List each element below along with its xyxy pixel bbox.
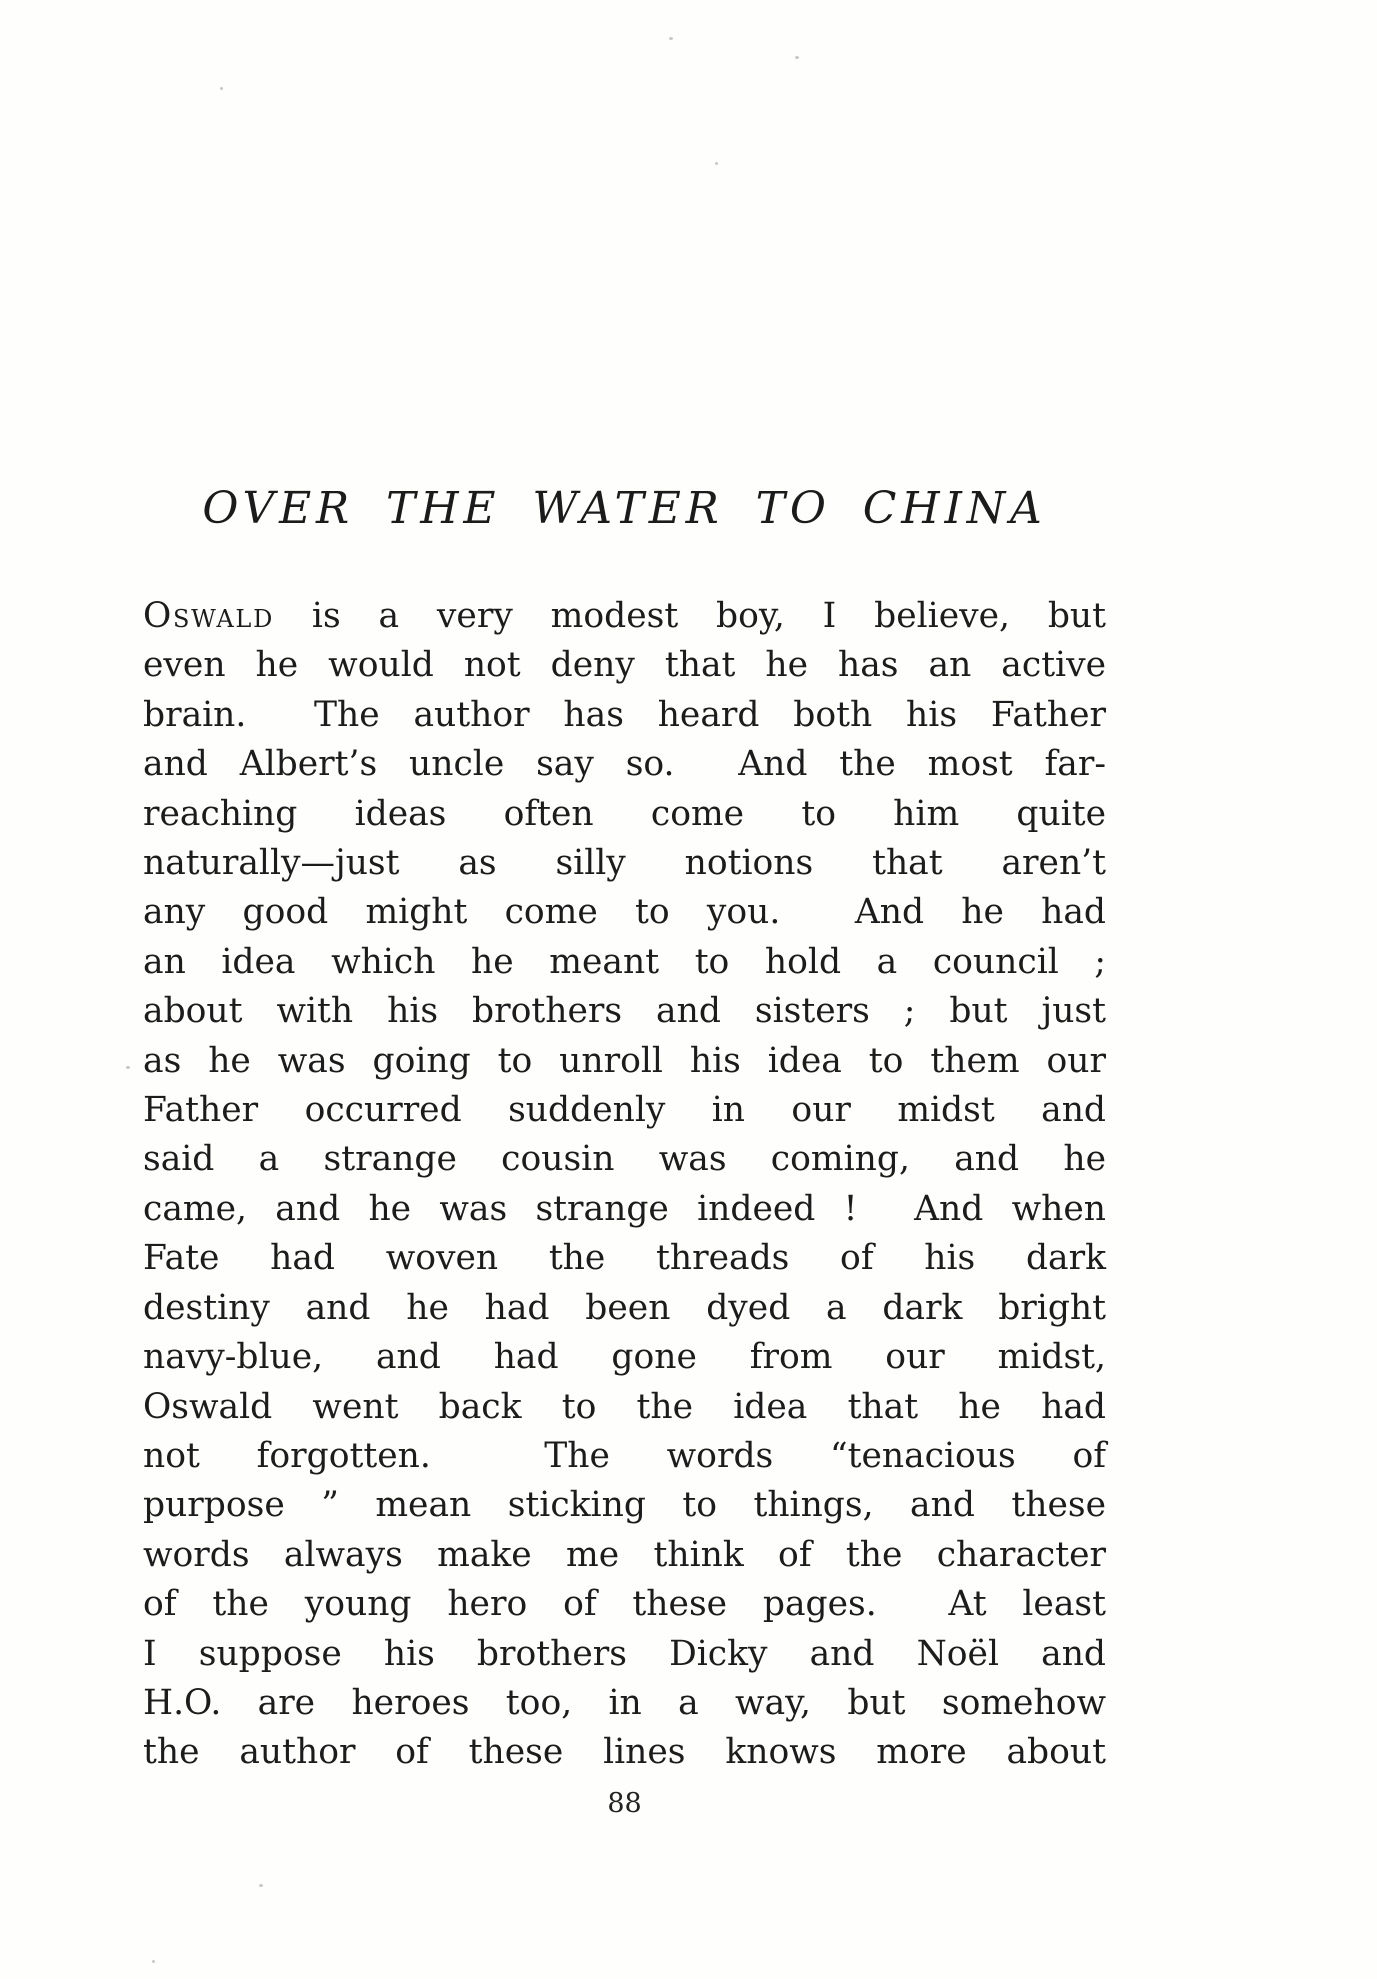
scan-speck bbox=[220, 87, 223, 90]
text-line: H.O. are heroes too, in a way, but somehow bbox=[143, 1682, 1106, 1723]
text-line: came, and he was strange indeed ! And when bbox=[143, 1188, 1106, 1229]
text-line: brain. The author has heard both his Father bbox=[143, 694, 1106, 735]
text-line: any good might come to you. And he had bbox=[143, 892, 1106, 933]
text-line: and Albert’s uncle say so. And the most far- bbox=[143, 744, 1106, 785]
text-line: the author of these lines knows more about bbox=[143, 1732, 1106, 1773]
text-line: I suppose his brothers Dicky and Noël and bbox=[143, 1633, 1106, 1674]
text-line: destiny and he had been dyed a dark bright bbox=[143, 1287, 1106, 1328]
text-line: Fate had woven the threads of his dark bbox=[143, 1238, 1106, 1279]
page-number: 88 bbox=[607, 1788, 642, 1819]
text-line: words always make me think of the character bbox=[143, 1534, 1106, 1575]
text-line: of the young hero of these pages. At least bbox=[143, 1584, 1106, 1625]
scan-speck bbox=[795, 56, 799, 59]
lead-word-small-caps: Oswald bbox=[143, 596, 275, 636]
text-line: not forgotten. The words “tenacious of bbox=[143, 1435, 1106, 1476]
scan-speck bbox=[152, 1960, 155, 1963]
scan-speck bbox=[669, 37, 673, 40]
scan-speck bbox=[715, 162, 718, 165]
text-line: reaching ideas often come to him quite bbox=[143, 793, 1106, 834]
text-line: an idea which he meant to hold a council ; bbox=[143, 941, 1106, 982]
text-line: about with his brothers and sisters ; but just bbox=[143, 991, 1106, 1032]
text-line: navy-blue, and had gone from our midst, bbox=[143, 1337, 1106, 1378]
text-line: even he would not deny that he has an active bbox=[143, 645, 1106, 686]
text-line: purpose ” mean sticking to things, and these bbox=[143, 1485, 1106, 1526]
scan-speck bbox=[126, 1066, 130, 1069]
text-line: Father occurred suddenly in our midst and bbox=[143, 1090, 1106, 1131]
chapter-title: OVER THE WATER TO CHINA bbox=[202, 483, 1047, 534]
text-line: Oswald is a very modest boy, I believe, but bbox=[143, 596, 1106, 636]
text-line: as he was going to unroll his idea to them our bbox=[143, 1040, 1106, 1081]
scan-speck bbox=[259, 1884, 263, 1887]
text-line: said a strange cousin was coming, and he bbox=[143, 1139, 1106, 1180]
text-line: naturally—just as silly notions that aren’t bbox=[143, 843, 1106, 884]
text-line: Oswald went back to the idea that he had bbox=[143, 1386, 1106, 1427]
body-text bbox=[143, 592, 1106, 1778]
